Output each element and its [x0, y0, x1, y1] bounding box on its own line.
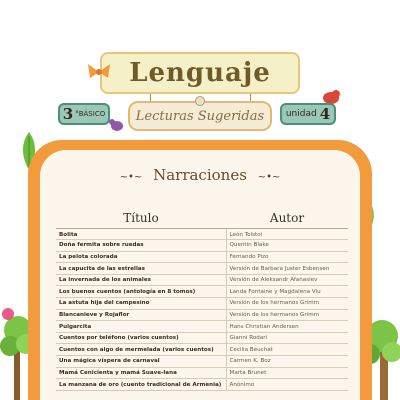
pin-icon: [195, 96, 205, 106]
book-title: Mamá Cenicienta y mamá Suave-lana: [56, 367, 226, 379]
book-author: Carmen K. Boz: [226, 356, 348, 368]
book-author: Cecilia Beuchat: [226, 344, 348, 356]
book-author: Fernando Pizo: [226, 251, 348, 263]
table-row: [56, 251, 348, 263]
title-banner: [100, 52, 300, 94]
reading-list-table: [56, 208, 348, 391]
book-author: León Tolstoi: [226, 228, 348, 240]
column-header-title: Título: [56, 208, 226, 228]
table-body: [56, 228, 348, 390]
section-heading: [0, 166, 400, 184]
unit-tag: [280, 103, 336, 125]
table-header-row: [56, 208, 348, 228]
column-header-author: Autor: [226, 208, 348, 228]
book-title: La capucita de las estrellas: [56, 263, 226, 275]
grade-tag: [58, 103, 110, 125]
bird-icon: [108, 116, 126, 132]
book-title: Cuentos por teléfono (varios cuentos): [56, 332, 226, 344]
book-author: Hans Christian Andersen: [226, 321, 348, 333]
book-title: Los buenos cuentos (antología en 8 tomos): [56, 286, 226, 298]
ornament-right: ~•~: [257, 172, 281, 183]
book-title: Doña fermita sobre ruedas: [56, 240, 226, 252]
table-row: [56, 298, 348, 310]
book-title: Una mágica víspera de carnaval: [56, 356, 226, 368]
book-author: Quentin Blake: [226, 240, 348, 252]
book-title: Bolita: [56, 228, 226, 240]
table-row: [56, 228, 348, 240]
table-row: [56, 309, 348, 321]
book-author: Versión de los hermanos Grimm: [226, 309, 348, 321]
book-title: Pulgarcita: [56, 321, 226, 333]
table-row: [56, 332, 348, 344]
unit-label: unidad: [285, 109, 317, 119]
table-row: [56, 379, 348, 391]
book-title: La invernada de los animales: [56, 274, 226, 286]
table-row: [56, 263, 348, 275]
table-row: [56, 356, 348, 368]
subtitle: Lecturas Sugeridas: [135, 108, 265, 124]
table-row: [56, 240, 348, 252]
book-author: Versión de Aleksandr Afanasiev: [226, 274, 348, 286]
ornament-left: ~•~: [119, 172, 143, 183]
book-author: Versión de los hermanos Grimm: [226, 298, 348, 310]
book-author: Marta Brunet: [226, 367, 348, 379]
table-row: [56, 274, 348, 286]
book-title: Blancanieve y Rojaflor: [56, 309, 226, 321]
book-author: Gianni Rodari: [226, 332, 348, 344]
table-row: [56, 367, 348, 379]
bow-icon: [86, 60, 112, 84]
book-title: Cuentos con algo de mermelada (varios cuentos): [56, 344, 226, 356]
book-author: Anónimo: [226, 379, 348, 391]
book-title: La manzana de oro (cuento tradicional de Armenia): [56, 379, 226, 391]
book-author: Landa Fontaine y Magdalena Viu: [226, 286, 348, 298]
table-row: [56, 344, 348, 356]
grade-number: 3: [62, 105, 74, 123]
page-title: Lenguaje: [129, 58, 271, 88]
section-title: Narraciones: [153, 166, 247, 184]
unit-number: 4: [319, 105, 331, 123]
book-title: La astuta hija del campesino: [56, 298, 226, 310]
table-row: [56, 286, 348, 298]
table-row: [56, 321, 348, 333]
grade-suffix: °BÁSICO: [75, 110, 106, 118]
book-author: Versión de Barbara Juster Esbensen: [226, 263, 348, 275]
book-title: La pelota colorada: [56, 251, 226, 263]
